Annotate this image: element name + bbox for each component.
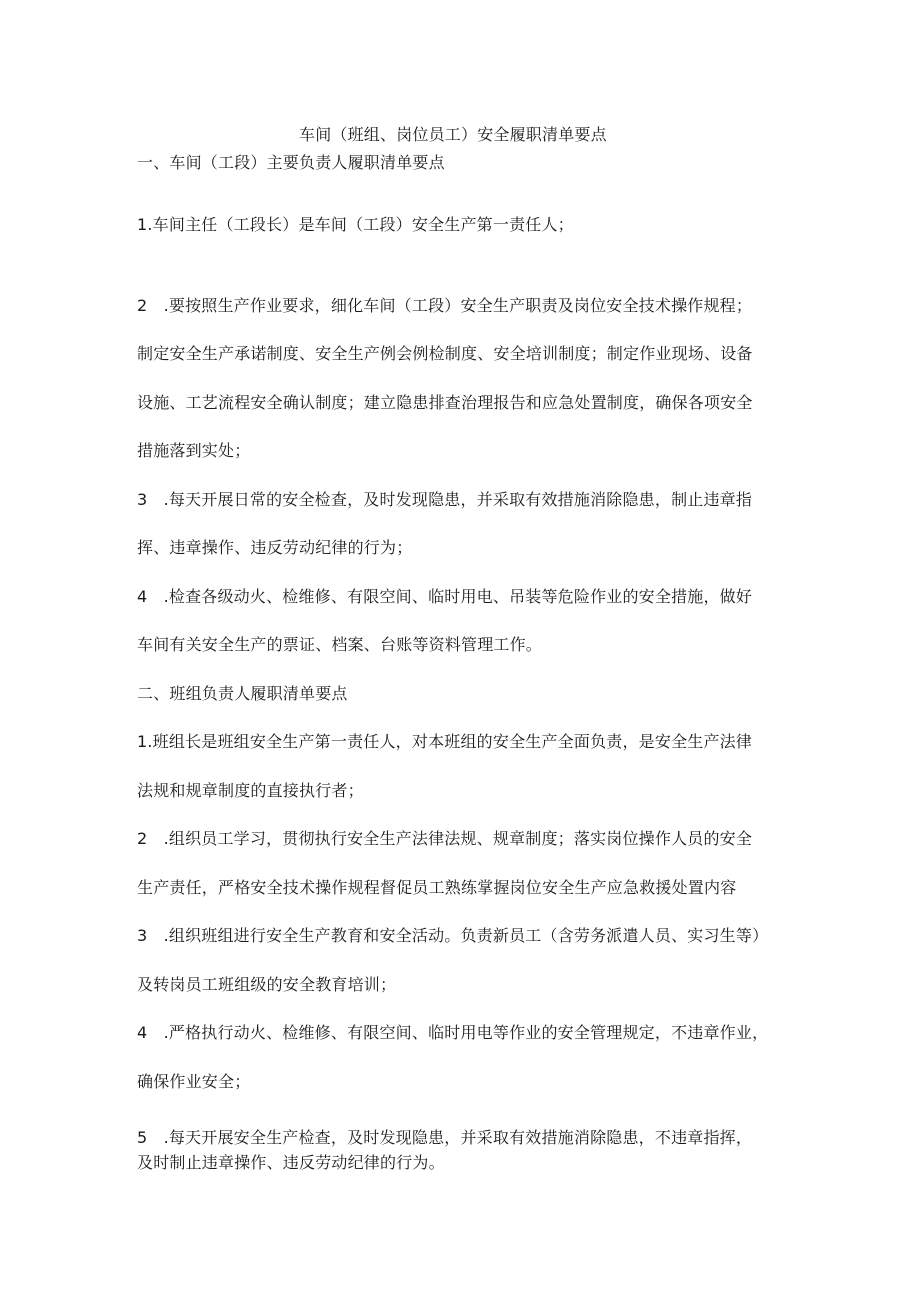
section-1-item-2-line-4: 措施落到实处；	[137, 441, 251, 460]
section-2-heading: 二、班组负责人履职清单要点	[137, 684, 348, 703]
section-2-item-2-line-2: 生产责任，严格安全技术操作规程督促员工熟练掌握岗位安全生产应急救援处置内容	[137, 878, 737, 897]
section-1-item-2-line-3: 设施、工艺流程安全确认制度；建立隐患排查治理报告和应急处置制度，确保各项安全	[137, 393, 753, 412]
section-1-item-2-line-1: 2 .要按照生产作业要求，细化车间（工段）安全生产职责及岗位安全技术操作规程；	[137, 296, 753, 315]
document-title: 车间（班组、岗位员工）安全履职清单要点	[299, 125, 607, 144]
section-2-item-1-line-1: 1.班组长是班组安全生产第一责任人，对本班组的安全生产全面负责，是安全生产法律	[137, 732, 753, 751]
section-2-item-1-line-2: 法规和规章制度的直接执行者；	[137, 781, 364, 800]
section-2-item-4-line-2: 确保作业安全；	[137, 1072, 251, 1091]
section-1-item-3-line-1: 3 .每天开展日常的安全检查，及时发现隐患，并采取有效措施消除隐患，制止违章指	[137, 490, 753, 509]
section-1-heading: 一、车间（工段）主要负责人履职清单要点	[137, 153, 445, 172]
section-2-item-2-line-1: 2 .组织员工学习，贯彻执行安全生产法律法规、规章制度；落实岗位操作人员的安全	[137, 829, 753, 848]
section-1-item-1: 1.车间主任（工段长）是车间（工段）安全生产第一责任人；	[137, 215, 574, 234]
section-2-item-5-line-2: 及时制止违章操作、违反劳动纪律的行为。	[137, 1153, 445, 1172]
section-2-item-5-line-1: 5 .每天开展安全生产检查，及时发现隐患，并采取有效措施消除隐患，不违章指挥，	[137, 1128, 753, 1147]
section-1-item-4-line-1: 4 .检查各级动火、检维修、有限空间、临时用电、吊装等危险作业的安全措施，做好	[137, 587, 753, 606]
section-1-item-2-line-2: 制定安全生产承诺制度、安全生产例会例检制度、安全培训制度；制定作业现场、设备	[137, 344, 753, 363]
section-2-item-3-line-2: 及转岗员工班组级的安全教育培训；	[137, 975, 397, 994]
section-2-item-3-line-1: 3 .组织班组进行安全生产教育和安全活动。负责新员工（含劳务派遣人员、实习生等）	[137, 926, 769, 945]
section-1-item-4-line-2: 车间有关安全生产的票证、档案、台账等资料管理工作。	[137, 635, 543, 654]
section-1-item-3-line-2: 挥、违章操作、违反劳动纪律的行为；	[137, 538, 413, 557]
section-2-item-4-line-1: 4 .严格执行动火、检维修、有限空间、临时用电等作业的安全管理规定，不违章作业，	[137, 1023, 769, 1042]
